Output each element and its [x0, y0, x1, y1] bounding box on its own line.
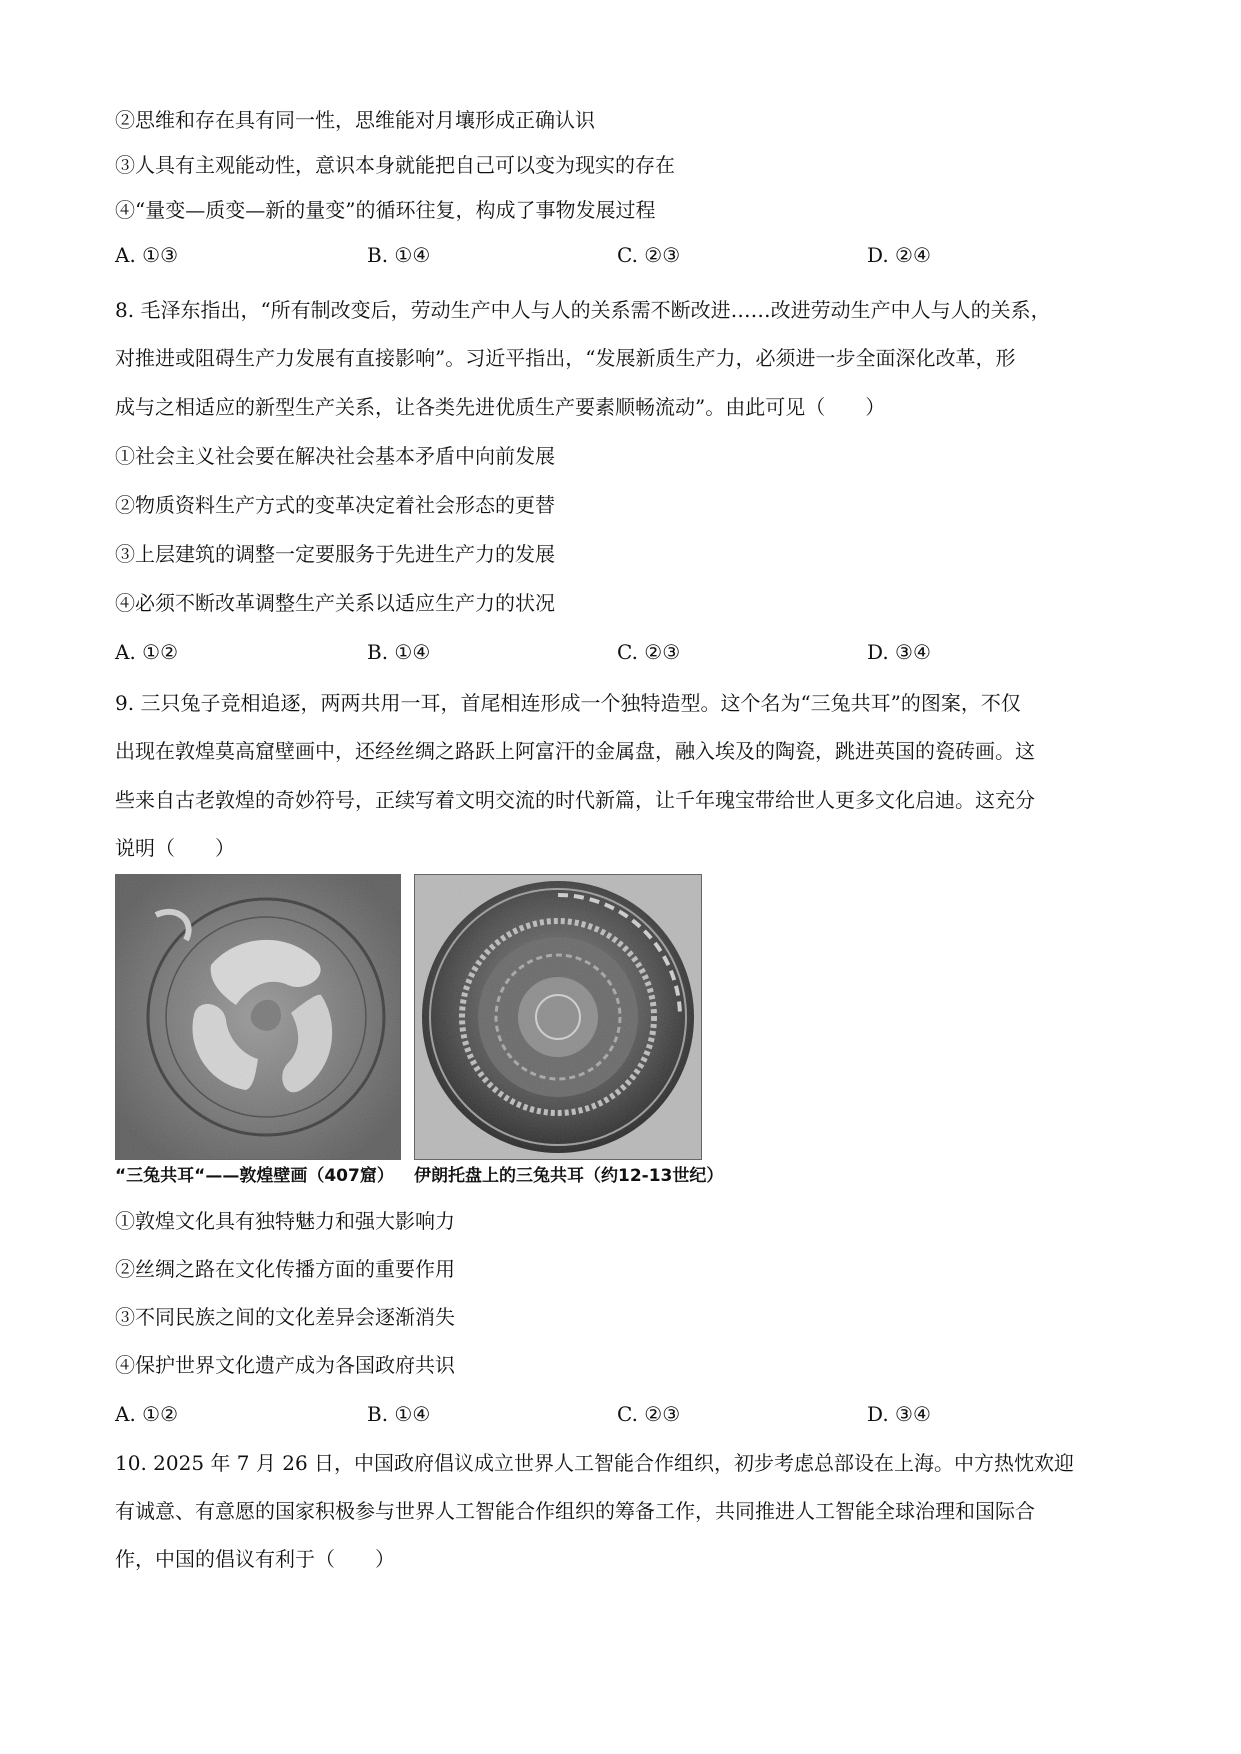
q9-option-b: B. ①④	[367, 1402, 431, 1426]
q7-option-a: A. ①③	[115, 243, 179, 267]
iranian-tray-image	[414, 874, 702, 1160]
q8-stem-line-2: 对推进或阻碍生产力发展有直接影响”。习近平指出，“发展新质生产力，必须进一步全面深化改革，形	[115, 346, 1016, 370]
q9-stem-line-1: 9. 三只兔子竞相追逐，两两共用一耳，首尾相连形成一个独特造型。这个名为“三兔共耳”的图案，不仅	[115, 691, 1021, 715]
q9-stem-line-2: 出现在敦煌莫高窟壁画中，还经丝绸之路跃上阿富汗的金属盘，融入埃及的陶瓷，跳进英国的瓷砖画。这	[115, 739, 1035, 763]
q9-statement-4: ④保护世界文化遗产成为各国政府共识	[115, 1353, 455, 1377]
q9-stem-line-3: 些来自古老敦煌的奇妙符号，正续写着文明交流的时代新篇，让千年瑰宝带给世人更多文化启迪。这充分	[115, 788, 1035, 812]
q8-statement-1: ①社会主义社会要在解决社会基本矛盾中向前发展	[115, 444, 555, 468]
q9-statement-3: ③不同民族之间的文化差异会逐渐消失	[115, 1305, 455, 1329]
q9-option-a: A. ①②	[115, 1402, 179, 1426]
q8-option-d: D. ③④	[867, 640, 931, 664]
dunhuang-mural-image	[115, 874, 401, 1160]
q7-statement-2: ②思维和存在具有同一性，思维能对月壤形成正确认识	[115, 108, 595, 132]
figure-caption-left: “三兔共耳“——敦煌壁画（407窟）	[115, 1166, 394, 1186]
q8-stem-line-3: 成与之相适应的新型生产关系，让各类先进优质生产要素顺畅流动”。由此可见（ ）	[115, 395, 886, 419]
q10-stem-line-1: 10. 2025 年 7 月 26 日，中国政府倡议成立世界人工智能合作组织，初步考虑总部设在上海。中方热忱欢迎	[115, 1451, 1075, 1475]
q7-option-b: B. ①④	[367, 243, 431, 267]
q8-statement-3: ③上层建筑的调整一定要服务于先进生产力的发展	[115, 542, 555, 566]
q7-statement-3: ③人具有主观能动性，意识本身就能把自己可以变为现实的存在	[115, 153, 675, 177]
q9-option-d: D. ③④	[867, 1402, 931, 1426]
q8-option-b: B. ①④	[367, 640, 431, 664]
q7-option-d: D. ②④	[867, 243, 931, 267]
q8-option-a: A. ①②	[115, 640, 179, 664]
q10-stem-line-2: 有诚意、有意愿的国家积极参与世界人工智能合作组织的筹备工作，共同推进人工智能全球治理和国际合	[115, 1499, 1035, 1523]
figure-caption-right: 伊朗托盘上的三兔共耳（约12-13世纪）	[414, 1166, 724, 1186]
q10-stem-line-3: 作，中国的倡议有利于（ ）	[115, 1547, 395, 1571]
q9-statement-2: ②丝绸之路在文化传播方面的重要作用	[115, 1257, 455, 1281]
q9-statement-1: ①敦煌文化具有独特魅力和强大影响力	[115, 1209, 455, 1233]
q7-option-c: C. ②③	[617, 243, 681, 267]
q8-statement-2: ②物质资料生产方式的变革决定着社会形态的更替	[115, 493, 555, 517]
q8-option-c: C. ②③	[617, 640, 681, 664]
q9-stem-line-4: 说明（ ）	[115, 836, 235, 860]
q9-option-c: C. ②③	[617, 1402, 681, 1426]
q8-stem-line-1: 8. 毛泽东指出，“所有制改变后，劳动生产中人与人的关系需不断改进……改进劳动生产中人与人的关系，	[115, 298, 1051, 322]
q8-statement-4: ④必须不断改革调整生产关系以适应生产力的状况	[115, 591, 555, 615]
q7-statement-4: ④“量变—质变—新的量变”的循环往复，构成了事物发展过程	[115, 198, 656, 222]
